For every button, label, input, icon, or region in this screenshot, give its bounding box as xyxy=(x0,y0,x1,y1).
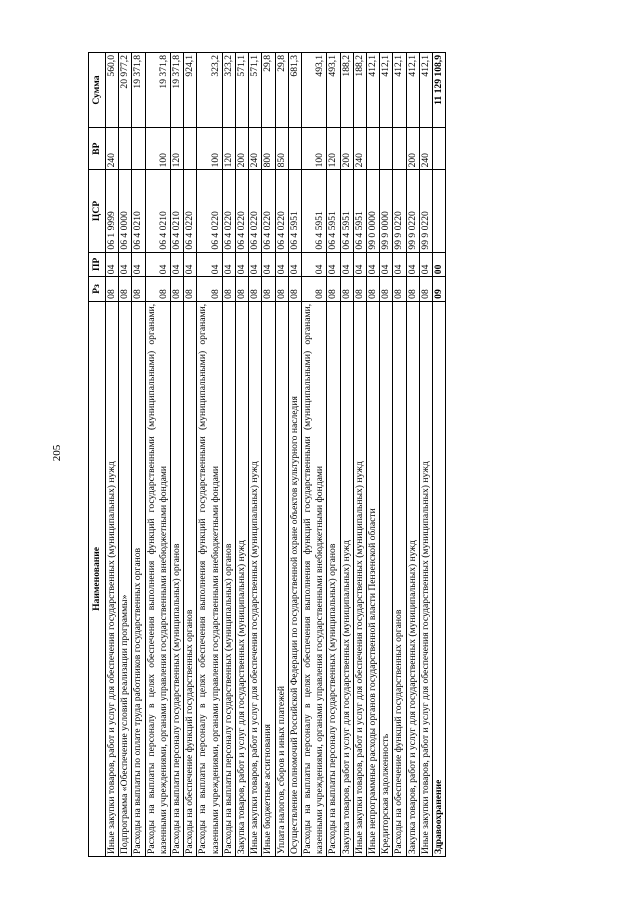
pr-cell: 04 xyxy=(353,252,366,277)
rz-cell: 08 xyxy=(419,277,432,302)
rz-cell: 08 xyxy=(380,277,393,302)
rz-cell: 08 xyxy=(145,277,170,302)
csr-cell: 06 4 0220 xyxy=(236,170,249,252)
name-cell: Закупка товаров, работ и услуг для государственных (муниципальных) нужд xyxy=(340,301,353,856)
pr-cell: 04 xyxy=(119,252,132,277)
sum-cell: 323,2 xyxy=(197,53,222,128)
table-row xyxy=(393,53,406,857)
pr-cell: 04 xyxy=(302,252,327,277)
pr-cell: 04 xyxy=(249,252,262,277)
name-cell: Расходы на выплаты персоналу в целях обеспечения выполнения функций государственными (муниципальными) органами, казенными учреждениями, органами управления государственными внебюджетными фондами xyxy=(197,301,222,856)
csr-cell: 06 4 5951 xyxy=(353,170,366,252)
pr-cell: 04 xyxy=(171,252,184,277)
pr-cell: 04 xyxy=(340,252,353,277)
sum-cell: 29,8 xyxy=(262,53,275,128)
csr-cell: 06 4 5951 xyxy=(340,170,353,252)
csr-cell: 99 9 0220 xyxy=(419,170,432,252)
sum-cell: 493,1 xyxy=(327,53,340,128)
name-cell: Иные закупки товаров, работ и услуг для обеспечения государственных (муниципальных) нужд xyxy=(249,301,262,856)
sum-cell: 412,1 xyxy=(367,53,380,128)
name-cell: Закупка товаров, работ и услуг для государственных (муниципальных) нужд xyxy=(236,301,249,856)
header-row xyxy=(89,53,106,857)
vr-cell: 120 xyxy=(171,128,184,170)
name-cell: Осуществление полномочий Российской Федерации по государственной охране объектов культурного наследия xyxy=(288,301,301,856)
csr-cell xyxy=(433,170,446,252)
page-number: 205 xyxy=(51,444,63,462)
sum-cell: 412,1 xyxy=(419,53,432,128)
header-rz: Рз xyxy=(89,277,106,302)
pr-cell: 04 xyxy=(106,252,119,277)
name-cell: Расходы на выплаты по оплате труда работников государственных органов xyxy=(132,301,145,856)
sum-cell: 29,8 xyxy=(275,53,288,128)
vr-cell: 850 xyxy=(275,128,288,170)
table-row xyxy=(340,53,353,857)
sum-cell: 571,1 xyxy=(236,53,249,128)
header-name: Наименование xyxy=(89,301,106,856)
table-row xyxy=(184,53,197,857)
name-cell: Расходы на обеспечение функций государственных органов xyxy=(393,301,406,856)
pr-cell: 04 xyxy=(197,252,222,277)
sum-cell: 19 371,8 xyxy=(171,53,184,128)
name-cell: Иные непрограммные расходы органов государственной власти Пензенской области xyxy=(367,301,380,856)
sum-cell: 560,0 xyxy=(106,53,119,128)
sum-cell: 681,3 xyxy=(288,53,301,128)
sum-cell: 493,1 xyxy=(302,53,327,128)
table-row xyxy=(249,53,262,857)
rz-cell: 08 xyxy=(393,277,406,302)
csr-cell: 06 1 9999 xyxy=(106,170,119,252)
table-row xyxy=(222,53,235,857)
csr-cell: 06 4 0220 xyxy=(275,170,288,252)
rz-cell: 08 xyxy=(275,277,288,302)
sum-cell: 188,2 xyxy=(340,53,353,128)
pr-cell: 04 xyxy=(406,252,419,277)
pr-cell: 04 xyxy=(367,252,380,277)
vr-cell: 100 xyxy=(197,128,222,170)
name-cell: Иные закупки товаров, работ и услуг для обеспечения государственных (муниципальных) нужд xyxy=(106,301,119,856)
vr-cell xyxy=(132,128,145,170)
header-sum: Сумма xyxy=(89,53,106,128)
vr-cell: 240 xyxy=(353,128,366,170)
csr-cell: 06 4 5951 xyxy=(288,170,301,252)
table-row xyxy=(119,53,132,857)
name-cell: Здравоохранение xyxy=(433,301,446,856)
vr-cell xyxy=(288,128,301,170)
sum-cell: 323,2 xyxy=(222,53,235,128)
vr-cell: 240 xyxy=(106,128,119,170)
vr-cell xyxy=(119,128,132,170)
table-header xyxy=(89,53,106,857)
table-row xyxy=(145,53,170,857)
vr-cell: 800 xyxy=(262,128,275,170)
name-cell: Кредиторская задолженность xyxy=(380,301,393,856)
sum-cell: 412,1 xyxy=(393,53,406,128)
csr-cell: 99 0 0000 xyxy=(367,170,380,252)
table-row xyxy=(406,53,419,857)
name-cell: Подпрограмма «Обеспечение условий реализации программы» xyxy=(119,301,132,856)
sum-cell: 20 977,2 xyxy=(119,53,132,128)
rz-cell: 08 xyxy=(106,277,119,302)
rz-cell: 08 xyxy=(288,277,301,302)
pr-cell: 04 xyxy=(288,252,301,277)
header-vr: ВР xyxy=(89,128,106,170)
name-cell: Расходы на выплаты персоналу в целях обеспечения выполнения функций государственными (муниципальными) органами, казенными учреждениями, органами управления государственными внебюджетными фондами xyxy=(145,301,170,856)
header-pr: ПР xyxy=(89,252,106,277)
csr-cell: 99 9 0000 xyxy=(380,170,393,252)
name-cell: Расходы на выплаты персоналу государственных (муниципальных) органов xyxy=(171,301,184,856)
rz-cell: 08 xyxy=(132,277,145,302)
table-row xyxy=(197,53,222,857)
rotated-table-frame xyxy=(88,52,550,857)
table-row xyxy=(302,53,327,857)
table-row xyxy=(353,53,366,857)
csr-cell: 06 4 0210 xyxy=(171,170,184,252)
rz-cell: 08 xyxy=(197,277,222,302)
budget-table xyxy=(88,52,446,857)
name-cell: Иные закупки товаров, работ и услуг для обеспечения государственных (муниципальных) нужд xyxy=(353,301,366,856)
name-cell: Расходы на выплаты персоналу государственных (муниципальных) органов xyxy=(327,301,340,856)
rz-cell: 08 xyxy=(406,277,419,302)
rz-cell: 08 xyxy=(262,277,275,302)
name-cell: Закупка товаров, работ и услуг для государственных (муниципальных) нужд xyxy=(406,301,419,856)
name-cell: Расходы на выплаты персоналу в целях обеспечения выполнения функций государственными (муниципальными) органами, казенными учреждениями, органами управления государственными внебюджетными фондами xyxy=(302,301,327,856)
name-cell: Расходы на выплаты персоналу государственных (муниципальных) органов xyxy=(222,301,235,856)
pr-cell: 04 xyxy=(184,252,197,277)
vr-cell: 240 xyxy=(249,128,262,170)
vr-cell: 120 xyxy=(327,128,340,170)
vr-cell: 200 xyxy=(236,128,249,170)
pr-cell: 04 xyxy=(275,252,288,277)
table-row xyxy=(367,53,380,857)
table-row xyxy=(288,53,301,857)
table-row xyxy=(419,53,432,857)
rz-cell: 08 xyxy=(327,277,340,302)
pr-cell: 04 xyxy=(393,252,406,277)
rz-cell: 08 xyxy=(340,277,353,302)
sum-cell: 19 371,8 xyxy=(132,53,145,128)
pr-cell: 04 xyxy=(132,252,145,277)
csr-cell: 06 4 5951 xyxy=(327,170,340,252)
csr-cell: 06 4 0210 xyxy=(132,170,145,252)
table-row xyxy=(236,53,249,857)
table-row xyxy=(380,53,393,857)
sum-cell: 19 371,8 xyxy=(145,53,170,128)
vr-cell xyxy=(184,128,197,170)
csr-cell: 06 4 0220 xyxy=(222,170,235,252)
vr-cell: 240 xyxy=(419,128,432,170)
sum-cell: 11 129 108,9 xyxy=(433,53,446,128)
sum-cell: 924,1 xyxy=(184,53,197,128)
csr-cell: 06 4 5951 xyxy=(302,170,327,252)
vr-cell: 200 xyxy=(340,128,353,170)
vr-cell xyxy=(433,128,446,170)
pr-cell: 04 xyxy=(222,252,235,277)
name-cell: Иные закупки товаров, работ и услуг для обеспечения государственных (муниципальных) нужд xyxy=(419,301,432,856)
name-cell: Иные бюджетные ассигнования xyxy=(262,301,275,856)
pr-cell: 04 xyxy=(327,252,340,277)
pr-cell: 04 xyxy=(419,252,432,277)
vr-cell: 200 xyxy=(406,128,419,170)
pr-cell: 04 xyxy=(145,252,170,277)
name-cell: Расходы на обеспечение функций государственных органов xyxy=(184,301,197,856)
sum-cell: 412,1 xyxy=(380,53,393,128)
table-row xyxy=(171,53,184,857)
table-body xyxy=(106,53,446,857)
rz-cell: 08 xyxy=(302,277,327,302)
table-row xyxy=(275,53,288,857)
vr-cell: 100 xyxy=(302,128,327,170)
pr-cell: 04 xyxy=(236,252,249,277)
rz-cell: 08 xyxy=(184,277,197,302)
sum-cell: 412,1 xyxy=(406,53,419,128)
table-row xyxy=(262,53,275,857)
pr-cell: 00 xyxy=(433,252,446,277)
table-row xyxy=(106,53,119,857)
csr-cell: 06 4 0000 xyxy=(119,170,132,252)
csr-cell: 06 4 0220 xyxy=(184,170,197,252)
header-csr: ЦСР xyxy=(89,170,106,252)
rz-cell: 09 xyxy=(433,277,446,302)
rz-cell: 08 xyxy=(353,277,366,302)
vr-cell xyxy=(380,128,393,170)
table-row xyxy=(132,53,145,857)
csr-cell: 06 4 0220 xyxy=(262,170,275,252)
pr-cell: 04 xyxy=(380,252,393,277)
csr-cell: 99 9 0220 xyxy=(406,170,419,252)
rz-cell: 08 xyxy=(367,277,380,302)
table-row xyxy=(327,53,340,857)
rz-cell: 08 xyxy=(119,277,132,302)
budget-table-container xyxy=(88,52,550,857)
csr-cell: 06 4 0220 xyxy=(197,170,222,252)
csr-cell: 06 4 0220 xyxy=(249,170,262,252)
table-row xyxy=(433,53,446,857)
pr-cell: 04 xyxy=(262,252,275,277)
vr-cell: 120 xyxy=(222,128,235,170)
sum-cell: 571,1 xyxy=(249,53,262,128)
name-cell: Уплата налогов, сборов и иных платежей xyxy=(275,301,288,856)
rz-cell: 08 xyxy=(222,277,235,302)
csr-cell: 99 9 0220 xyxy=(393,170,406,252)
rz-cell: 08 xyxy=(236,277,249,302)
rz-cell: 08 xyxy=(171,277,184,302)
vr-cell xyxy=(393,128,406,170)
rz-cell: 08 xyxy=(249,277,262,302)
vr-cell xyxy=(367,128,380,170)
vr-cell: 100 xyxy=(145,128,170,170)
sum-cell: 188,2 xyxy=(353,53,366,128)
csr-cell: 06 4 0210 xyxy=(145,170,170,252)
